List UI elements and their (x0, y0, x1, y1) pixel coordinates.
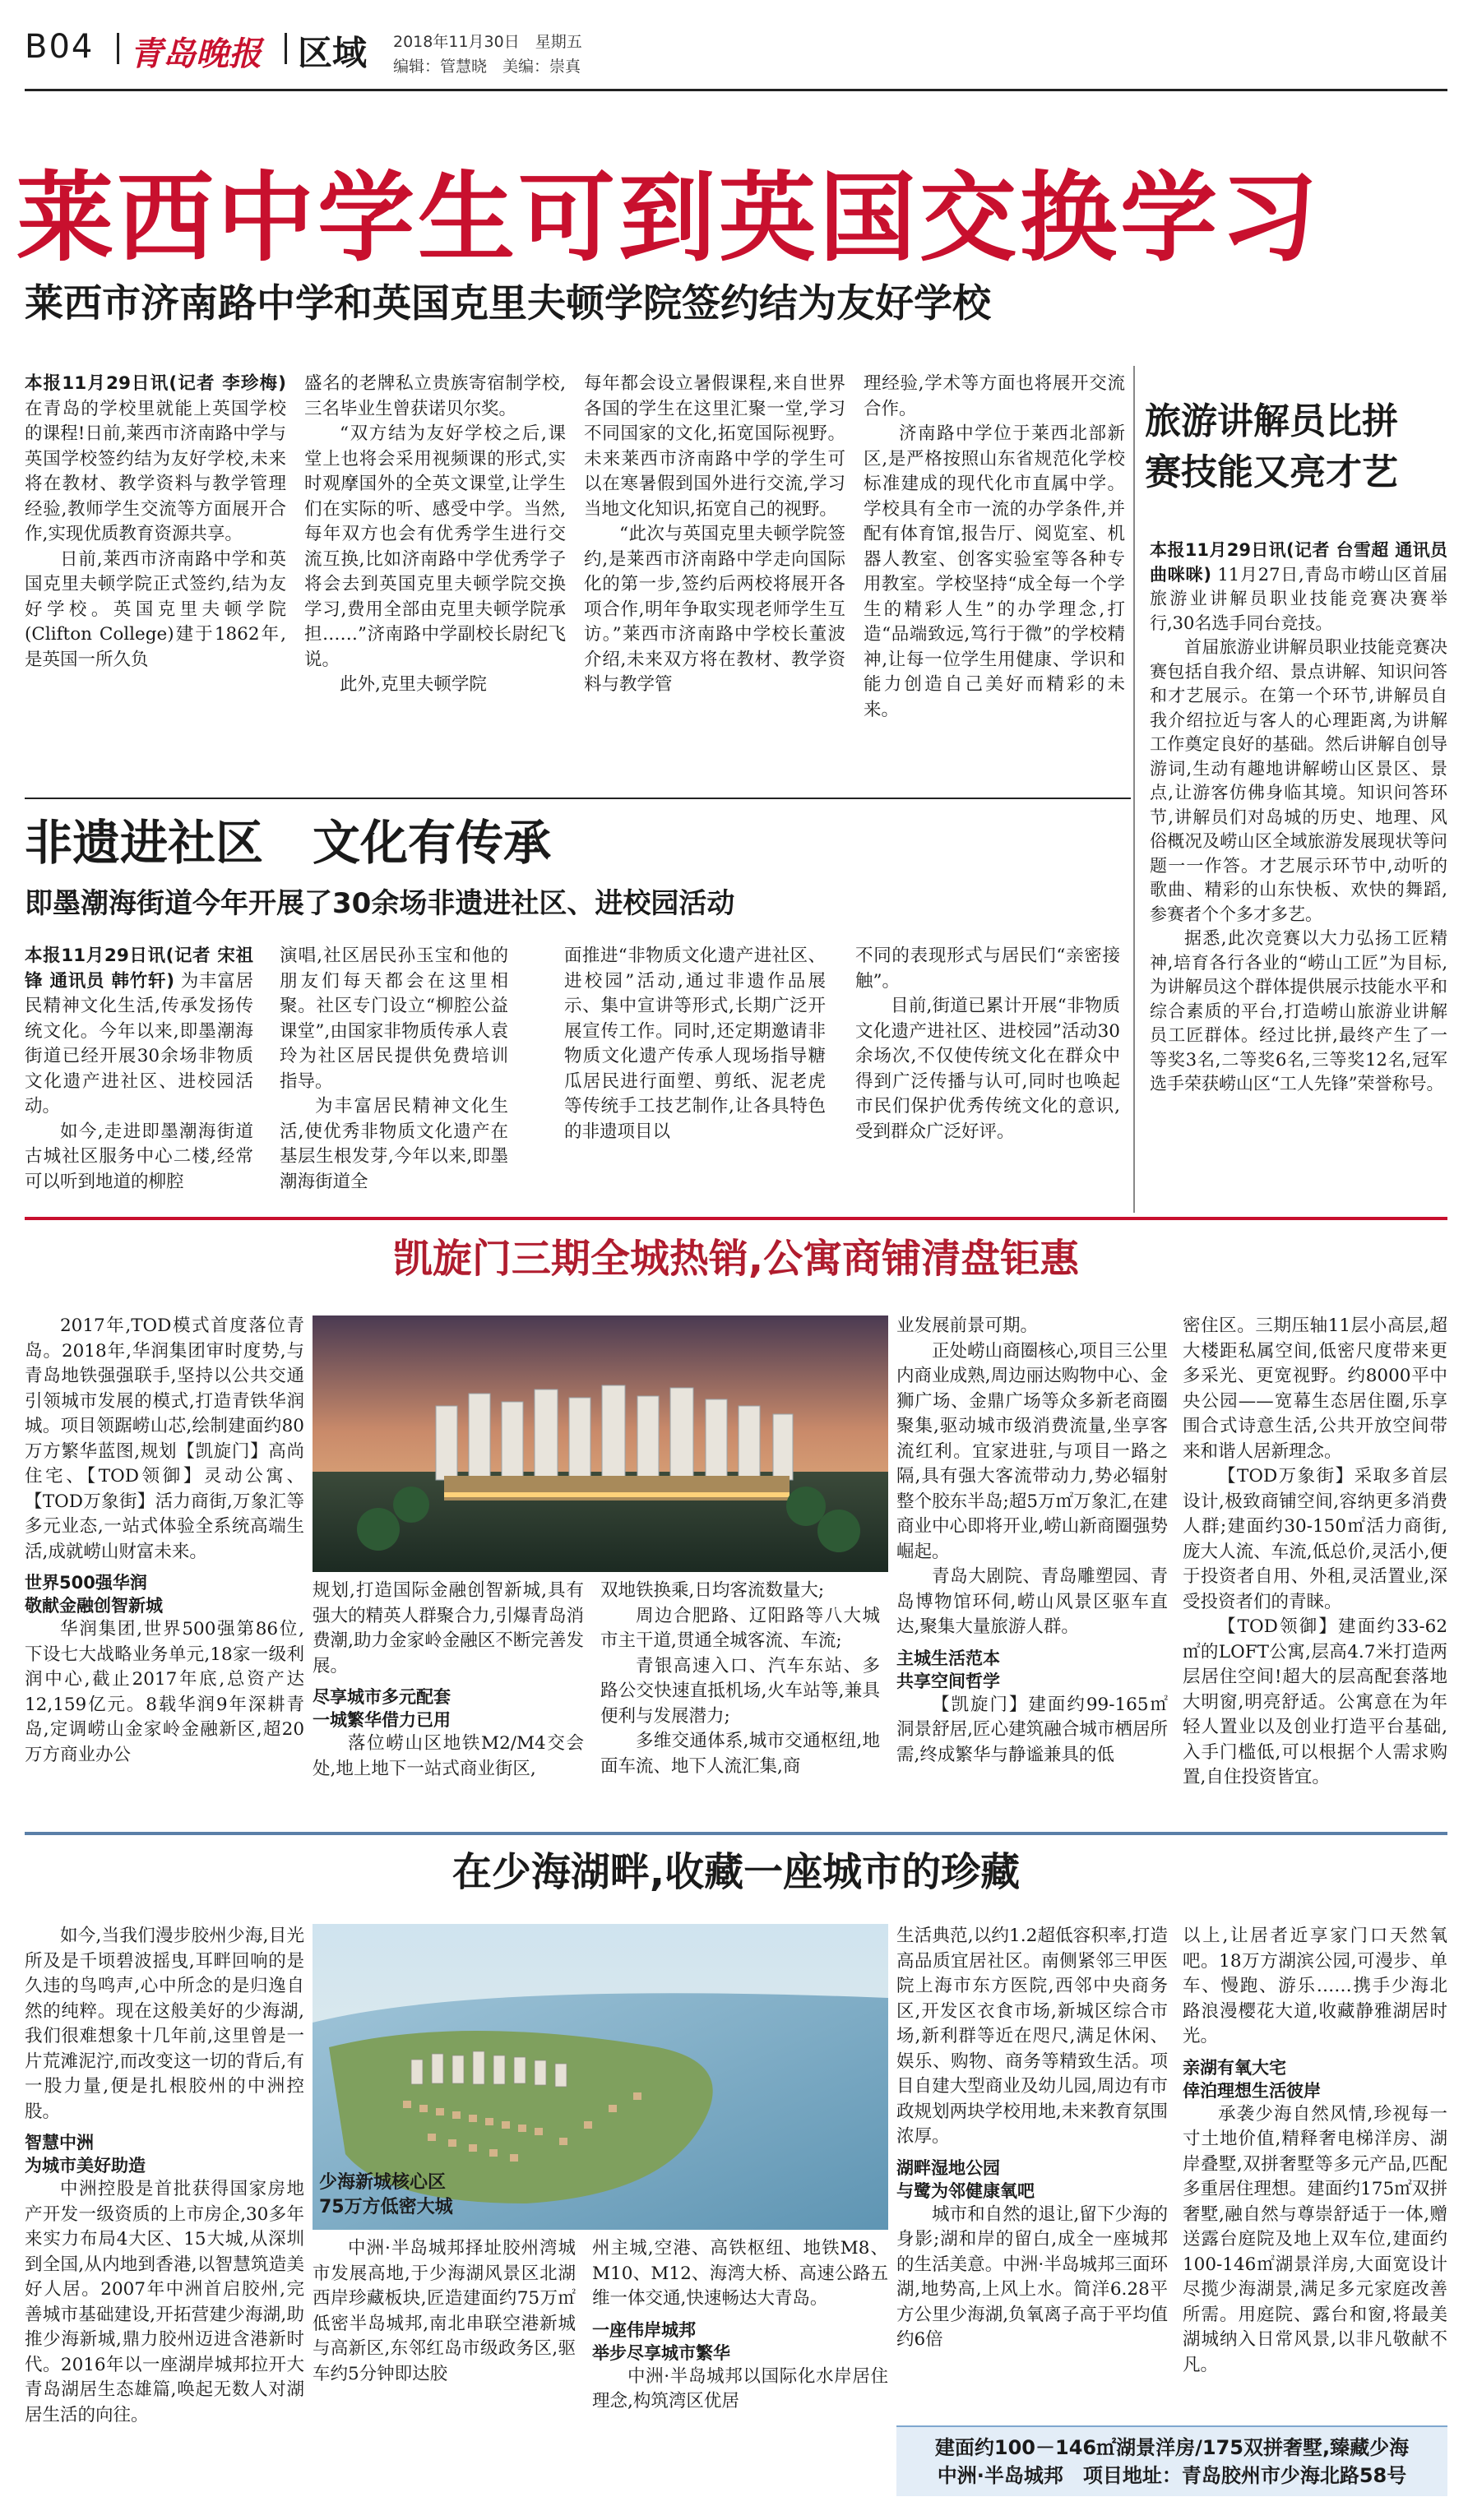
sidebar-byline: 本报11月29日讯(记者 台雪超 通讯员 曲咪咪) (1150, 540, 1447, 585)
paragraph: 如今,走进即墨潮海街道古城社区服务中心二楼,经常可以听到地道的柳腔 (25, 1121, 253, 1192)
subheading: 世界500强华润 (25, 1573, 147, 1593)
article2-column-1 (25, 944, 253, 1207)
paragraph: 承袭少海自然风情,珍视每一寸土地价值,精释奢电梯洋房、湖岸叠墅,双拼奢墅等多元产品,匹配多重居住理想。建面约175㎡双拼奢墅,融自然与尊崇舒适于一体,赠送露台庭院及地上双车位,建面约100-146㎡湖景洋房,大面宽设计尽揽少海湖景,满足多元家庭改善所需。用庭院、露台和窗,将最美湖城纳入日常风景,以非凡敬献不凡。 (1183, 2103, 1447, 2375)
article2-headline-part: 非遗进社区 (25, 815, 264, 871)
header-rule (25, 89, 1447, 91)
ad2-aerial-render (313, 1924, 888, 2230)
ad1-top-rule (25, 1217, 1447, 1220)
paragraph: 州主城,空港、高铁枢纽、地铁M8、M10、M12、海湾大桥、高速公路五维一体交通,快速畅达大青岛。 (592, 2238, 888, 2309)
paragraph: 为丰富居民精神文化生活,使优秀非物质文化遗产在基层生根发芽,今年以来,即墨潮海街道全 (280, 1096, 508, 1192)
paragraph: 业发展前景可期。 (896, 1315, 1039, 1336)
header-divider (285, 33, 287, 64)
paragraph: 济南路中学位于莱西北部新区,是严格按照山东省规范化学校标准建成的现代化市直属中学。学校具有全市一流的办学条件,并配有体育馆,报告厅、阅览室、机器人教室、创客实验室等各种专用教室。学校坚持“成全每一个学生的精彩人生”的办学理念,打造“品端致远,笃行于微”的学校精神,让每一位学生用健康、学识和能力创造自己美好而精彩的未来。 (864, 423, 1125, 720)
paragraph: 此外,克里夫顿学院 (340, 674, 487, 695)
paragraph: 双地铁换乘,日均客流数量大; (600, 1580, 825, 1601)
subheading: 亲湖有氧大宅 (1183, 2057, 1286, 2078)
ad1-column-1 (25, 1314, 304, 1765)
subheading: 一座伟岸城邦 (592, 2319, 696, 2340)
editors-credit: 编辑：管慧晓 美编：崇真 (393, 58, 581, 76)
article1-column-3 (584, 372, 845, 787)
paragraph: 中洲·半岛城邦择址胶州湾城市发展高地,于少海湖风景区北湖西岸珍藏板块,匠造建面约75万㎡低密半岛城邦,南北串联空港新城与高新区,东邻红岛市级政务区,驱车约5分钟即达胶 (313, 2238, 576, 2384)
paragraph: 城市和自然的退让,留下少海的身影;湖和岸的留白,成全一座城邦的生活美意。中洲·半岛城邦三面环湖,地势高,上风上水。简洋6.28平方公里少海湖,负氧离子高于平均值约6倍 (896, 2203, 1168, 2350)
paragraph: 密住区。三期压轴11层小高层,超大楼距私属空间,低密尺度带来更多采光、更宽视野。约8000平中央公园——宽幕生态居住圈,乐享围合式诗意生活,公共开放空间带来和谐人居新理念。 (1183, 1315, 1447, 1462)
ad-address: 中洲·半岛城邦 项目地址：青岛胶州市少海北路58号 (937, 2464, 1407, 2487)
sidebar-headline (1145, 396, 1449, 498)
article1-subhead: 莱西市济南路中学和英国克里夫顿学院签约结为友好学校 (25, 281, 991, 326)
ad1-under-column-2 (600, 1579, 880, 1825)
article2-byline: 本报11月29日讯(记者 宋祖锋 通讯员 韩竹轩) (25, 946, 253, 992)
ad2-column-4 (1183, 1924, 1447, 2417)
article1-column-4 (864, 372, 1125, 787)
paragraph: 正处崂山商圈核心,项目三公里内商业成熟,周边丽达购物中心、金狮广场、金鼎广场等众多新老商圈聚集,驱动城市级消费流量,坐享客流红利。宜家进驻,与项目一路之隔,具有强大客流带动力,势必辐射整个胶东半岛;超5万㎡万象汇,在建商业中心即将开业,崂山新商圈强势崛起。 (896, 1340, 1168, 1562)
city-render-illustration (313, 1315, 888, 1572)
paragraph: 青银高速入口、汽车东站、多路公交快速直抵机场,火车站等,兼具便利与发展潜力; (600, 1655, 880, 1727)
issue-date: 2018年11月30日 星期五 (393, 33, 582, 51)
ad2-column-3 (896, 1924, 1168, 2508)
paragraph: 规划,打造国际金融创智新城,具有强大的精英人群聚合力,引爆青岛消费潮,助力金家岭金融区不断完善发展。 (313, 1580, 584, 1676)
paragraph: 不同的表现形式与居民们“亲密接触”。 (855, 946, 1120, 992)
paragraph: “双方结为友好学校之后,课堂上也将会采用视频课的形式,实时观摩国外的全英文课堂,让学生们在实际的听、感受中学。当然,每年双方也会有优秀学生进行交流互换,比如济南路中学优秀学子将会去到英国克里夫顿学院交换学习,费用全部由克里夫顿学院承担……”济南路中学副校长尉纪飞说。 (304, 423, 566, 670)
ad2-image-caption (319, 2171, 484, 2220)
paragraph: 每年都会设立暑假课程,来自世界各国的学生在这里汇聚一堂,学习不同国家的文化,拓宽国际视野。未来莱西市济南路中学的学生可以在寒暑假到国外进行交流,学习当地文化知识,拓宽自己的视野。 (584, 373, 845, 520)
paragraph: 青岛大剧院、青岛雕塑园、青岛博物馆环伺,崂山风景区驱车直达,聚集大量旅游人群。 (896, 1566, 1168, 1637)
newspaper-logo: 青岛晚报 (130, 35, 262, 73)
article1-headline: 莱西中学生可到英国交换学习 (16, 161, 1322, 275)
ad2-under-column-1 (313, 2236, 576, 2508)
subheading: 尽享城市多元配套 (313, 1687, 451, 1707)
subheading: 智慧中洲 (25, 2133, 94, 2152)
section-name: 区域 (298, 33, 368, 73)
paragraph: 在青岛的学校里就能上英国学校的课程!日前,莱西市济南路中学与英国学校签约结为友好学校,未来将在教材、教学资料与教学管理经验,教师学生交流等方面展开合作,实现优质教育资源共享。 (25, 398, 286, 544)
paragraph: 11月27日,青岛市崂山区首届旅游业讲解员职业技能竞赛决赛举行,30名选手同台竞技。 (1150, 564, 1447, 633)
paragraph: 【TOD万象街】采取多首层设计,极致商铺空间,容纳更多消费人群;建面约30-150㎡活力商街,庞大人流、车流,低总价,灵活小,便于投资者自用、外租,灵活置业,深受投资者们的青睐。 (1183, 1466, 1447, 1612)
paragraph: 面推进“非物质文化遗产进社区、进校园”活动,通过非遗作品展示、集中宣讲等形式,长期广泛开展宣传工作。同时,还定期邀请非物质文化遗产传承人现场指导糖瓜居民进行面塑、剪纸、泥老虎等传统手工技艺制作,让各具特色的非遗项目以 (564, 946, 826, 1142)
subheading: 与鹭为邻健康氧吧 (896, 2180, 1035, 2201)
sidebar-headline-line: 赛技能又亮才艺 (1145, 451, 1398, 493)
paragraph: 【TOD领御】建面约33-62㎡的LOFT公寓,层高4.7米打造两层居住空间!超大的层高配套落地大明窗,明亮舒适。公寓意在为年轻人置业以及创业打造平台基础,入手门槛低,可以根据个人需求购置,自住投资皆宜。 (1183, 1616, 1447, 1787)
ad1-headline: 凯旋门三期全城热销,公寓商铺清盘钜惠 (392, 1236, 1080, 1282)
paragraph: “此次与英国克里夫顿学院签约,是莱西市济南路中学走向国际化的第一步,签约后两校将展开各项合作,明年争取实现老师学生互访。”莱西市济南路中学校长董波介绍,未来双方将在教材、教学资料与教学管 (584, 524, 845, 695)
paragraph: 日前,莱西市济南路中学和英国克里夫顿学院正式签约,结为友好学校。英国克里夫顿学院(Clifton College)建于1862年,是英国一所久负 (25, 548, 286, 670)
article2-subhead: 即墨潮海街道今年开展了30余场非遗进社区、进校园活动 (25, 887, 735, 920)
subheading: 共享空间哲学 (896, 1671, 1000, 1691)
ad2-column-1 (25, 1924, 304, 2499)
article2-headline-part: 文化有传承 (313, 815, 552, 871)
ad1-column-3 (896, 1314, 1168, 1824)
article2-column-4 (855, 944, 1120, 1207)
ad2-project-box (896, 2425, 1447, 2496)
subheading: 举步尽享城市繁华 (592, 2342, 730, 2363)
caption-line: 75万方低密大城 (319, 2197, 453, 2217)
ad2-top-rule (25, 1832, 1447, 1835)
ad1-column-4 (1183, 1314, 1447, 1824)
article1-column-1 (25, 372, 286, 787)
subheading: 湖畔湿地公园 (896, 2157, 1000, 2178)
paragraph: 目前,街道已累计开展“非物质文化遗产进社区、进校园”活动30余场次,不仅使传统文化在群众中得到广泛传播与认可,同时也唤起市民们保护优秀传统文化的意识,受到群众广泛好评。 (855, 996, 1120, 1142)
paragraph: 为丰富居民精神文化生活,传承发扬传统文化。今年以来,即墨潮海街道已经开展30余场非物质文化遗产进社区、进校园活动。 (25, 970, 253, 1117)
article1-column-2 (304, 372, 566, 787)
paragraph: 周边合肥路、辽阳路等八大城市主干道,贯通全城客流、车流; (600, 1605, 880, 1651)
section-rule (25, 798, 1131, 799)
paragraph: 中洲控股是首批获得国家房地产开发一级资质的上市房企,30多年来实力布局4大区、15大城,从深圳到全国,从内地到香港,以智慧筑造美好人居。2007年中洲首启胶州,完善城市基础建设,开拓营建少海湖,助推少海新城,鼎力胶州迈进含港新时代。2016年以一座湖岸城邦拉开大青岛湖居生态雄篇,唤起无数人对湖居生活的向往。 (25, 2179, 304, 2425)
subheading: 倖泊理想生活彼岸 (1183, 2080, 1321, 2101)
subheading: 敬献金融创智新城 (25, 1596, 163, 1616)
paragraph: 多维交通体系,城市交通枢纽,地面车流、地下人流汇集,商 (600, 1731, 880, 1777)
article2-column-2 (280, 944, 508, 1207)
paragraph: 如今,当我们漫步胶州少海,目光所及是千顷碧波摇曳,耳畔回响的是久违的鸟鸣声,心中所念的是归逸自然的纯粹。现在这般美好的少海湖,我们很难想象十几年前,这里曾是一片荒滩泥泞,而改变这一切的背后,有一股力量,便是扎根胶州的中洲控股。 (25, 1926, 304, 2122)
ad2-under-column-2 (592, 2236, 888, 2508)
paragraph: 华润集团,世界500强第86位,下设七大战略业务单元,18家一级利润中心,截止2017年底,总资产达12,159亿元。8载华润9年深耕青岛,定调崂山金家岭金融新区,超20万方商业办公 (25, 1619, 304, 1765)
paragraph: 盛名的老牌私立贵族寄宿制学校,三名毕业生曾获诺贝尔奖。 (304, 373, 566, 419)
paragraph: 首届旅游业讲解员职业技能竞赛决赛包括自我介绍、景点讲解、知识问答和才艺展示。在第一个环节,讲解员自我介绍拉近与客人的心理距离,为讲解工作奠定良好的基础。然后讲解自创导游词,生动有趣地讲解崂山区景区、景点,让游客仿佛身临其境。知识问答环节,讲解员们对岛城的历史、地理、风俗概况及崂山区全域旅游发展现状等问题一一作答。才艺展示环节中,动听的歌曲、精彩的山东快板、欢快的舞蹈,参赛者个个多才多艺。 (1150, 637, 1447, 924)
ad2-headline: 在少海湖畔,收藏一座城市的珍藏 (452, 1849, 1021, 1895)
paragraph: 理经验,学术等方面也将展开交流合作。 (864, 373, 1125, 419)
paragraph: 【凯旋门】建面约99-165㎡洞景舒居,匠心建筑融合城市栖居所需,终成繁华与静谧兼具的低 (896, 1694, 1168, 1765)
header-divider (117, 33, 119, 64)
paragraph: 演唱,社区居民孙玉宝和他的朋友们每天都会在这里相聚。社区专门设立“柳腔公益课堂”,由国家非物质传承人袁玲为社区居民提供免费培训指导。 (280, 946, 508, 1092)
subheading: 为城市美好助造 (25, 2156, 146, 2176)
article2-column-3 (564, 944, 826, 1207)
article1-byline: 本报11月29日讯(记者 李珍梅) (25, 373, 286, 394)
page-header (25, 23, 1447, 81)
caption-line: 少海新城核心区 (319, 2172, 447, 2193)
sidebar-body (1150, 539, 1447, 1213)
paragraph: 生活典范,以约1.2超低容积率,打造高品质宜居社区。南侧紧邻三甲医院上海市东方医院,西邻中央商务区,开发区衣食市场,新城区综合市场,新利群等近在咫尺,满足休闲、娱乐、购物、商务等精致生活。项目自建大型商业及幼儿园,周边有市政规划两块学校用地,未来教育氛围浓厚。 (896, 1926, 1168, 2147)
ad1-building-render (313, 1315, 888, 1572)
ad1-under-column-1 (313, 1579, 584, 1825)
ad-tagline: 建面约100－146㎡湖景洋房/175双拼奢墅,臻藏少海 (934, 2436, 1410, 2459)
column-separator (1133, 366, 1135, 1213)
sidebar-headline-line: 旅游讲解员比拼 (1145, 400, 1398, 442)
paragraph: 以上,让居者近享家门口天然氧吧。18万方湖滨公园,可漫步、单车、慢跑、游乐……携手少海北路浪漫樱花大道,收藏静雅湖居时光。 (1183, 1926, 1447, 2046)
paragraph: 中洲·半岛城邦以国际化水岸居住理念,构筑湾区优居 (592, 2365, 888, 2411)
subheading: 主城生活范本 (896, 1648, 1000, 1668)
paragraph: 2017年,TOD模式首度落位青岛。2018年,华润集团审时度势,与青岛地铁强强联手,坚持以公共交通引领城市发展的模式,打造青铁华润城。项目领踞崂山芯,绘制建面约80万方繁华蓝图,规划【凯旋门】高尚住宅、【TOD领御】灵动公寓、【TOD万象街】活力商街,万象汇等多元业态,一站式体验全系统高端生活,成就崂山财富未来。 (25, 1315, 304, 1562)
article2-headline (25, 810, 551, 876)
paragraph: 据悉,此次竞赛以大力弘扬工匠精神,培育各行各业的“崂山工匠”为目标,为讲解员这个群体提供展示技能水平和综合素质的平台,打造崂山旅游业讲解员工匠群体。经过比拼,最终产生了一等奖3名,二等奖6名,三等奖12名,冠军选手荣获崂山区“工人先锋”荣誉称号。 (1150, 928, 1447, 1094)
subheading: 一城繁华借力已用 (313, 1710, 451, 1730)
page-number: B04 (25, 28, 95, 66)
paragraph: 落位崂山区地铁M2/M4交会处,地上地下一站式商业街区, (313, 1733, 584, 1779)
